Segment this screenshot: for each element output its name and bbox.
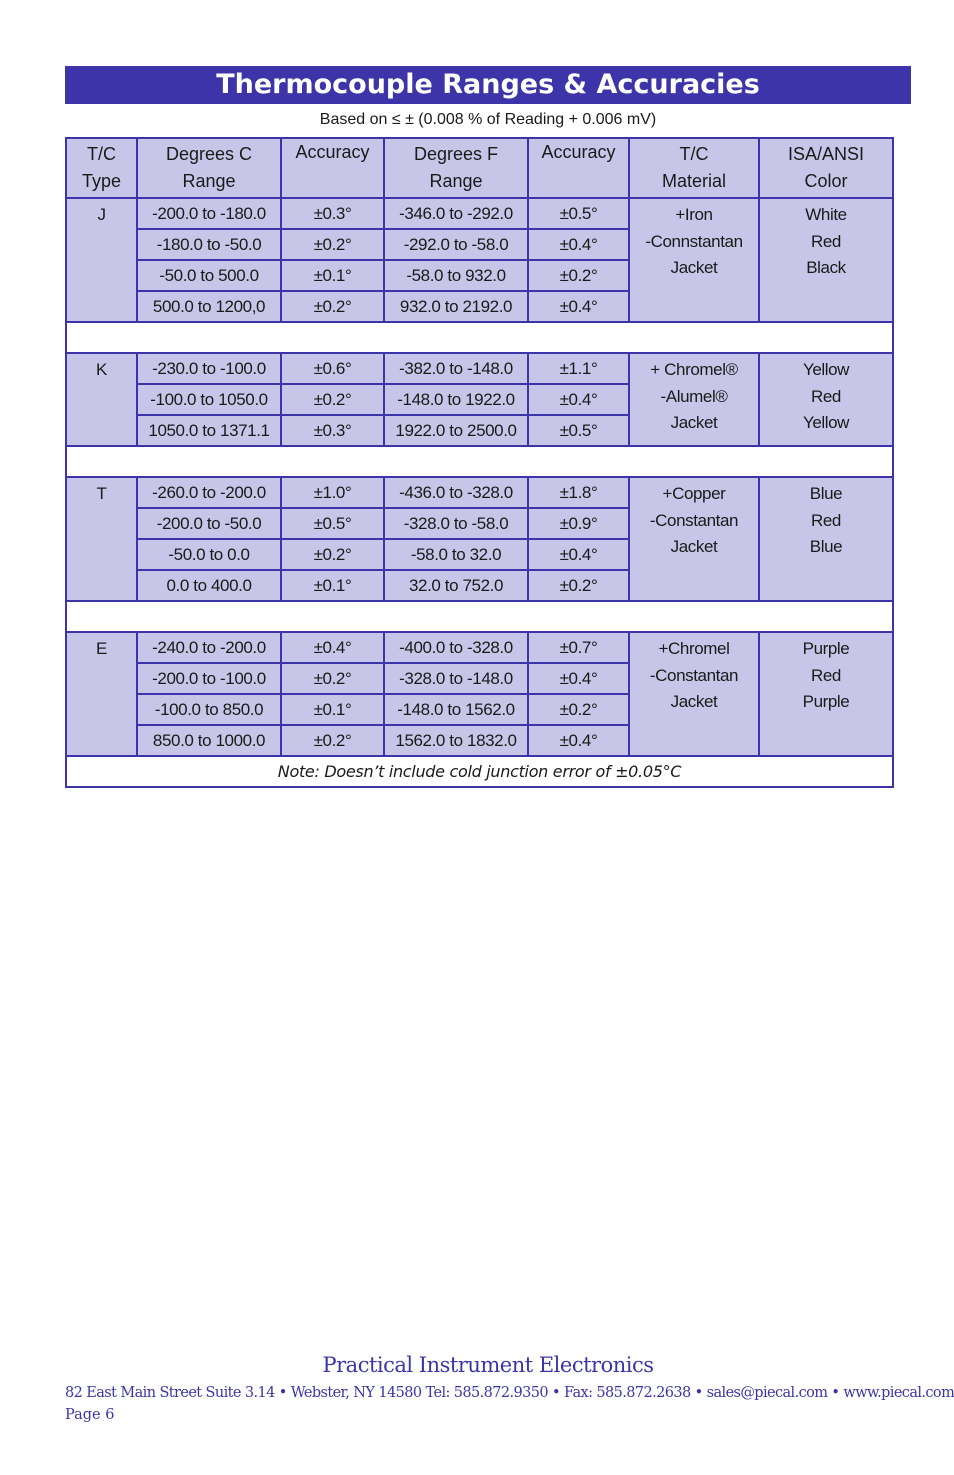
table-note-row: [66, 756, 893, 787]
accuracy-f-cell: ±0.2°: [528, 260, 629, 291]
group-separator: [66, 322, 893, 353]
table-subtitle: Based on ≤ ± (0.008 % of Reading + 0.006 mV): [319, 111, 657, 128]
type-cell: E: [66, 632, 137, 756]
group-separator: [66, 601, 893, 632]
degc-cell: 0.0 to 400.0: [137, 570, 281, 601]
accuracy-f-cell: ±0.2°: [528, 694, 629, 725]
accuracy-c-cell: ±0.2°: [281, 291, 384, 322]
page-title: Thermocouple Ranges & Accuracies: [65, 66, 911, 104]
material-cell: +Iron -Connstantan Jacket: [629, 198, 759, 322]
accuracy-f-cell: ±1.8°: [528, 477, 629, 508]
degf-cell: -400.0 to -328.0: [384, 632, 528, 663]
degf-cell: -346.0 to -292.0: [384, 198, 528, 229]
degf-cell: -328.0 to -58.0: [384, 508, 528, 539]
accuracy-c-cell: ±0.2°: [281, 539, 384, 570]
accuracy-c-cell: ±0.3°: [281, 415, 384, 446]
header-degrees-f: Degrees F Range: [384, 138, 528, 198]
accuracy-f-cell: ±0.4°: [528, 229, 629, 260]
accuracy-c-cell: ±0.6°: [281, 353, 384, 384]
color-cell: Yellow Red Yellow: [759, 353, 893, 446]
accuracy-c-cell: ±0.1°: [281, 570, 384, 601]
degc-cell: -50.0 to 0.0: [137, 539, 281, 570]
accuracy-c-cell: ±0.2°: [281, 663, 384, 694]
accuracy-c-cell: ±0.2°: [281, 725, 384, 756]
accuracy-f-cell: ±0.5°: [528, 198, 629, 229]
accuracy-c-cell: ±0.1°: [281, 260, 384, 291]
degf-cell: -58.0 to 932.0: [384, 260, 528, 291]
thermocouple-table: [65, 137, 894, 788]
accuracy-f-cell: ±0.4°: [528, 384, 629, 415]
accuracy-f-cell: ±0.2°: [528, 570, 629, 601]
color-cell: White Red Black: [759, 198, 893, 322]
material-cell: +Copper -Constantan Jacket: [629, 477, 759, 601]
table-row: [66, 198, 893, 229]
accuracy-c-cell: ±0.2°: [281, 384, 384, 415]
degc-cell: -180.0 to -50.0: [137, 229, 281, 260]
degf-cell: -58.0 to 32.0: [384, 539, 528, 570]
accuracy-c-cell: ±0.1°: [281, 694, 384, 725]
degc-cell: -50.0 to 500.0: [137, 260, 281, 291]
footer-address: 82 East Main Street Suite 3.14 • Webster, NY 14580 Tel: 585.872.9350 • Fax: 585.872.2638 • sales@piecal.com • www.piecal.com: [65, 1385, 954, 1401]
degc-cell: -240.0 to -200.0: [137, 632, 281, 663]
degf-cell: 932.0 to 2192.0: [384, 291, 528, 322]
degf-cell: -382.0 to -148.0: [384, 353, 528, 384]
table-note: Note: Doesn’t include cold junction error of ±0.05°C: [66, 756, 893, 787]
accuracy-f-cell: ±0.4°: [528, 725, 629, 756]
accuracy-f-cell: ±0.9°: [528, 508, 629, 539]
degf-cell: -148.0 to 1562.0: [384, 694, 528, 725]
degc-cell: 850.0 to 1000.0: [137, 725, 281, 756]
header-color: ISA/ANSI Color: [759, 138, 893, 198]
degc-cell: -200.0 to -50.0: [137, 508, 281, 539]
header-type: T/C Type: [66, 138, 137, 198]
group-separator: [66, 446, 893, 477]
header-material: T/C Material: [629, 138, 759, 198]
degc-cell: 500.0 to 1200,0: [137, 291, 281, 322]
accuracy-c-cell: ±1.0°: [281, 477, 384, 508]
footer-company: Practical Instrument Electronics: [322, 1353, 654, 1377]
table-row: [66, 353, 893, 384]
type-cell: K: [66, 353, 137, 446]
degc-cell: -100.0 to 850.0: [137, 694, 281, 725]
page-number: Page 6: [65, 1407, 115, 1423]
degf-cell: -328.0 to -148.0: [384, 663, 528, 694]
accuracy-c-cell: ±0.2°: [281, 229, 384, 260]
type-cell: J: [66, 198, 137, 322]
degc-cell: -230.0 to -100.0: [137, 353, 281, 384]
degf-cell: -292.0 to -58.0: [384, 229, 528, 260]
degf-cell: 1562.0 to 1832.0: [384, 725, 528, 756]
degf-cell: -436.0 to -328.0: [384, 477, 528, 508]
table-header-row: [66, 138, 893, 198]
degf-cell: 1922.0 to 2500.0: [384, 415, 528, 446]
degf-cell: 32.0 to 752.0: [384, 570, 528, 601]
degf-cell: -148.0 to 1922.0: [384, 384, 528, 415]
table-row: [66, 477, 893, 508]
header-accuracy-f: Accuracy: [528, 138, 629, 198]
degc-cell: -200.0 to -100.0: [137, 663, 281, 694]
accuracy-f-cell: ±1.1°: [528, 353, 629, 384]
accuracy-c-cell: ±0.3°: [281, 198, 384, 229]
table-row: [66, 632, 893, 663]
type-cell: T: [66, 477, 137, 601]
material-cell: + Chromel® -Alumel® Jacket: [629, 353, 759, 446]
header-accuracy-c: Accuracy: [281, 138, 384, 198]
accuracy-f-cell: ±0.4°: [528, 539, 629, 570]
accuracy-f-cell: ±0.7°: [528, 632, 629, 663]
accuracy-c-cell: ±0.4°: [281, 632, 384, 663]
header-degrees-c: Degrees C Range: [137, 138, 281, 198]
degc-cell: -200.0 to -180.0: [137, 198, 281, 229]
accuracy-f-cell: ±0.4°: [528, 291, 629, 322]
degc-cell: 1050.0 to 1371.1: [137, 415, 281, 446]
accuracy-f-cell: ±0.5°: [528, 415, 629, 446]
color-cell: Blue Red Blue: [759, 477, 893, 601]
degc-cell: -260.0 to -200.0: [137, 477, 281, 508]
degc-cell: -100.0 to 1050.0: [137, 384, 281, 415]
color-cell: Purple Red Purple: [759, 632, 893, 756]
accuracy-c-cell: ±0.5°: [281, 508, 384, 539]
accuracy-f-cell: ±0.4°: [528, 663, 629, 694]
material-cell: +Chromel -Constantan Jacket: [629, 632, 759, 756]
